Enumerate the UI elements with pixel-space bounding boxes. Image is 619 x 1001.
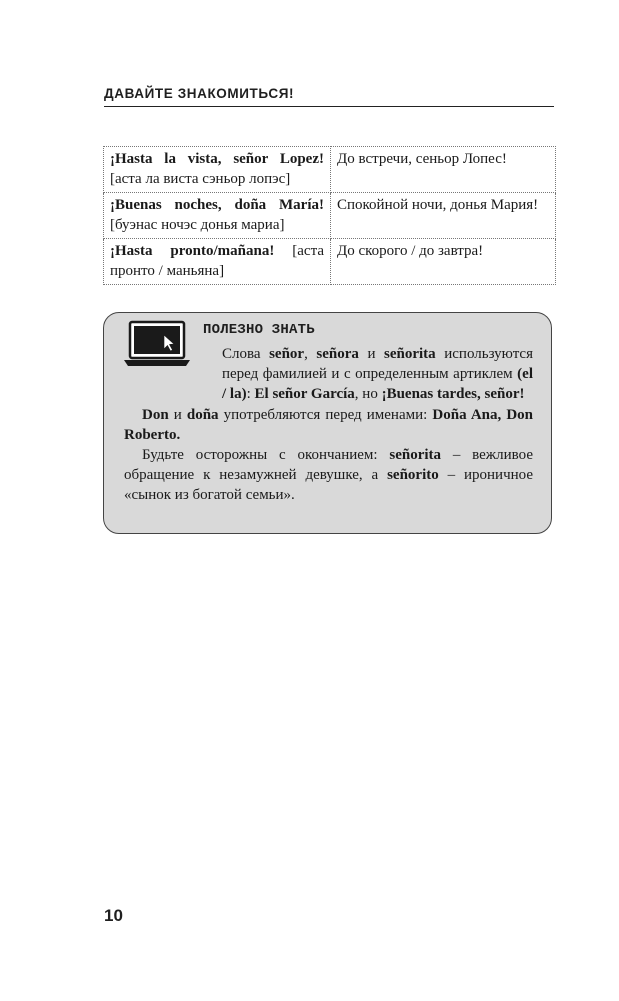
spanish-phrase: ¡Hasta la vista, señor Lopez! (110, 151, 324, 167)
useful-to-know-box (103, 312, 552, 534)
note-title: ПОЛЕЗНО ЗНАТЬ (203, 322, 315, 338)
pronunciation: [аста пронто / маньяна] (110, 243, 324, 279)
table-row (104, 147, 556, 193)
note-body (124, 344, 533, 506)
note-paragraph: Don и doña употребляются перед именами: Doña Ana, Don Roberto. (124, 406, 533, 443)
header-rule (104, 106, 554, 107)
pronunciation: [буэнас ночэс донья мариа] (110, 217, 285, 233)
table-row (104, 239, 556, 285)
spanish-phrase: ¡Hasta pronto/mañana! (110, 243, 275, 259)
spanish-phrase: ¡Buenas noches, doña María! (110, 197, 324, 213)
spanish-cell (104, 147, 331, 193)
spanish-cell (104, 193, 331, 239)
translation-cell: До скорого / до завтра! (331, 239, 556, 285)
translation-cell: Спокойной ночи, донья Мария! (331, 193, 556, 239)
note-paragraph: Будьте осторожны с окончанием: señorita – вежливое обращение к незамужней девушке, а señorito – ироничное «сынок из богатой семьи». (124, 447, 533, 504)
note-paragraph: Слова señor, señora и señorita используются перед фамилией и с определенным артиклем (el / la): El señor García, но ¡Buenas tardes, señor! (222, 346, 533, 403)
spanish-cell (104, 239, 331, 285)
chapter-title: ДАВАЙТЕ ЗНАКОМИТЬСЯ! (104, 86, 295, 101)
translation-cell: До встречи, сеньор Лопес! (331, 147, 556, 193)
page-number: 10 (104, 906, 123, 925)
pronunciation: [аста ла виста сэньор лопэс] (110, 171, 291, 187)
phrase-table (103, 146, 556, 285)
table-row (104, 193, 556, 239)
